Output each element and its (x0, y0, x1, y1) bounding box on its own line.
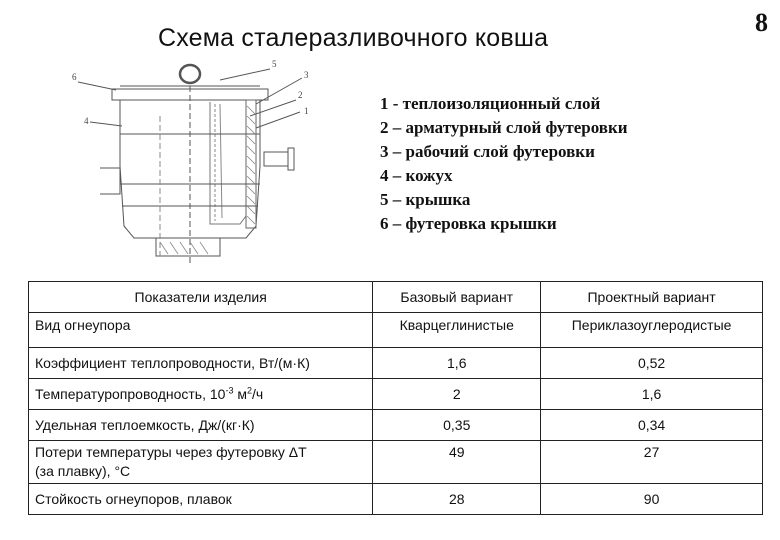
ladle-diagram (60, 56, 360, 271)
row-label: Температуропроводность, $10^{-3}$ $м^2/ч$ (29, 379, 373, 410)
base-value: 28 (373, 484, 541, 515)
legend-item: 1 - теплоизоляционный слой (380, 94, 601, 113)
row-label: Удельная теплоемкость, Дж/(кг·К) (29, 410, 373, 441)
table-header-row (29, 282, 763, 313)
base-value: 2 (373, 379, 541, 410)
base-value: 0,35 (373, 410, 541, 441)
project-value: 0,34 (541, 410, 763, 441)
table-row (29, 410, 763, 441)
legend-item: 3 – рабочий слой футеровки (380, 142, 595, 161)
page-title: Схема сталеразливочного ковша (158, 24, 549, 52)
row-label: Коэффициент теплопроводности, Вт/(м·К) (29, 348, 373, 379)
project-value: 1,6 (541, 379, 763, 410)
callout-2: 2 (298, 90, 303, 100)
legend-item: 6 – футеровка крышки (380, 214, 557, 233)
legend (380, 92, 628, 236)
base-value: 1,6 (373, 348, 541, 379)
table-row (29, 441, 763, 484)
row-label: Потери температуры через футеровку ΔТ (за плавку), °С (29, 441, 373, 484)
table-row (29, 379, 763, 410)
row-label: Вид огнеупора (29, 313, 373, 348)
properties-table (28, 281, 763, 515)
base-value: 49 (373, 441, 541, 484)
base-value: Кварцеглинистые (373, 313, 541, 348)
callout-3: 3 (304, 70, 309, 80)
table-row (29, 313, 763, 348)
table-row (29, 484, 763, 515)
legend-item: 4 – кожух (380, 166, 453, 185)
project-value: 90 (541, 484, 763, 515)
row-label: Стойкость огнеупоров, плавок (29, 484, 373, 515)
page-number: 8 (755, 8, 768, 37)
table-row (29, 348, 763, 379)
project-value: 0,52 (541, 348, 763, 379)
callout-1: 1 (304, 106, 309, 116)
legend-item: 2 – арматурный слой футеровки (380, 118, 628, 137)
header-cell: Базовый вариант (373, 282, 541, 313)
callout-4: 4 (84, 116, 89, 126)
header-cell: Проектный вариант (541, 282, 763, 313)
legend-item: 5 – крышка (380, 190, 471, 209)
project-value: Периклазоуглеродистые (541, 313, 763, 348)
project-value: 27 (541, 441, 763, 484)
callout-5: 5 (272, 59, 277, 69)
header-cell: Показатели изделия (29, 282, 373, 313)
callout-6: 6 (72, 72, 77, 82)
